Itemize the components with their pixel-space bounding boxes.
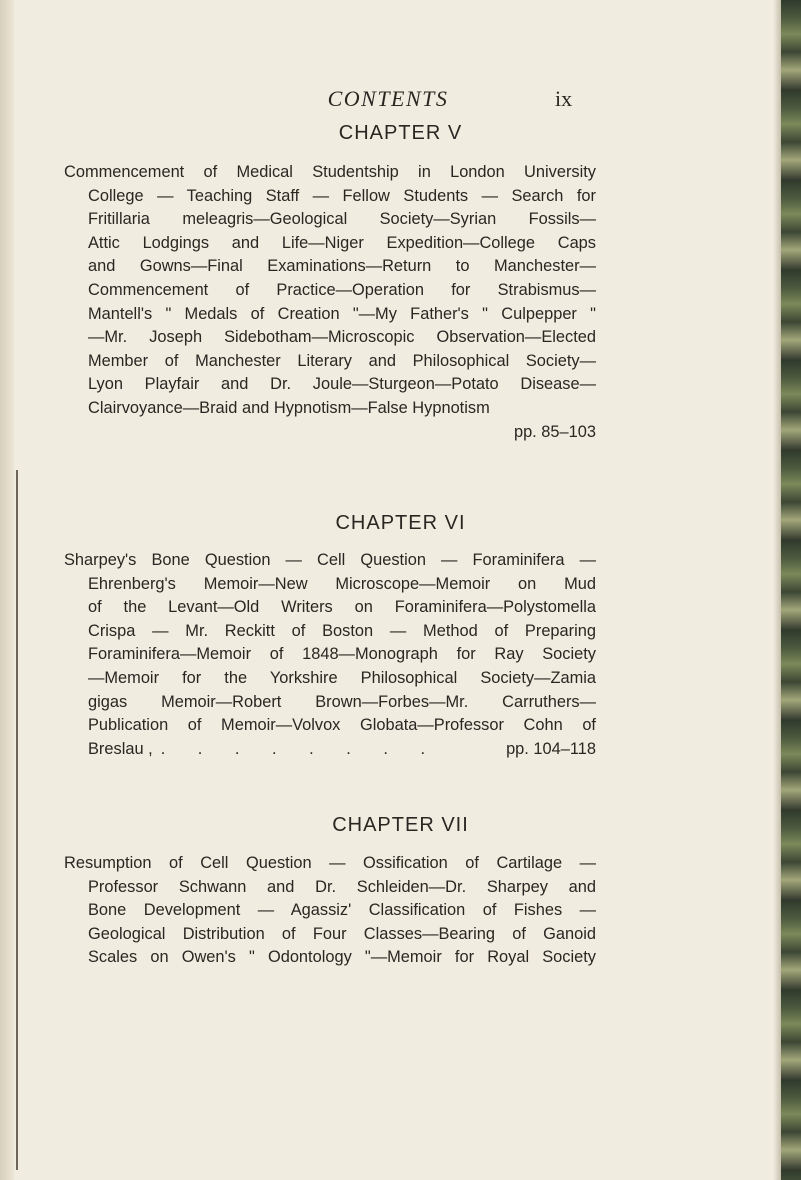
chapter-vi-last-line [64,738,596,762]
chapter-vi-line: Publication of Memoir—Volvox Globata—Professor Cohn of [88,716,596,735]
chapter-v-summary [64,161,596,444]
book-spine [781,0,801,1180]
chapter-v-line: and Gowns—Final Examinations—Return to Manchester— [88,257,596,276]
page-left-edge [0,0,14,1180]
chapter-vi-line: —Memoir for the Yorkshire Philosophical Society—Zamia [88,668,596,687]
leader-dots: . . . . . . . . [160,739,439,758]
chapter-v-line: Fritillaria meleagris—Geological Society—Syrian Fossils— [88,210,596,229]
chapter-vi-summary [64,549,596,761]
gutter-shadow [773,0,781,1180]
chapter-vi-line: Sharpey's Bone Question — Cell Question — Foraminifera — [64,551,596,569]
chapter-v-line: College — Teaching Staff — Fellow Students — Search for [88,186,596,205]
chapter-vii-line: Bone Development — Agassiz' Classification of Fishes — [88,901,596,920]
chapter-vii-line: Geological Distribution of Four Classes—Bearing of Ganoid [88,924,596,943]
running-head-title: CONTENTS [327,86,449,111]
chapter-vi-line: Crispa — Mr. Reckitt of Boston — Method of Preparing [88,621,596,640]
chapter-v-line: Mantell's " Medals of Creation "—My Father's " Culpepper " [88,304,596,323]
chapter-vi-last-text: Breslau , [88,739,153,758]
chapter-vii-line: Professor Schwann and Dr. Schleiden—Dr. Sharpey and [88,877,596,896]
chapter-v-pages: pp. 85–103 [513,422,596,441]
chapter-vii-line: Resumption of Cell Question — Ossification of Cartilage — [64,854,596,872]
chapter-vi-line: Ehrenberg's Memoir—New Microscope—Memoir on Mud [88,574,596,593]
chapter-v-line: Commencement of Practice—Operation for Strabismus— [88,280,596,299]
chapter-vii-line: Scales on Owen's " Odontology "—Memoir for Royal Society [88,948,596,967]
running-head [0,86,801,116]
chapter-vii-heading: CHAPTER VII [332,814,469,836]
chapter-vi-line: of the Levant—Old Writers on Foraminifera—Polystomella [88,598,596,617]
chapter-vi-heading: CHAPTER VI [335,512,466,534]
chapter-v-line: —Mr. Joseph Sidebotham—Microscopic Observation—Elected [88,328,596,347]
chapter-v-line: Clairvoyance—Braid and Hypnotism—False Hypnotism [88,398,490,417]
chapter-v-heading: CHAPTER V [338,122,463,144]
chapter-vi-line: Foraminifera—Memoir of 1848—Monograph for Ray Society [88,645,596,664]
chapter-v-line: Commencement of Medical Studentship in London University [64,163,596,181]
chapter-vi-line: gigas Memoir—Robert Brown—Forbes—Mr. Carruthers— [88,692,596,711]
chapter-v-line: Lyon Playfair and Dr. Joule—Sturgeon—Potato Disease— [88,375,596,394]
chapter-v-line: Attic Lodgings and Life—Niger Expedition—College Caps [88,233,596,252]
chapter-vii-summary [64,852,596,970]
chapter-vi-pages: pp. 104–118 [506,739,596,758]
page-number: ix [555,86,573,111]
chapter-v-line: Member of Manchester Literary and Philosophical Society— [88,351,596,370]
